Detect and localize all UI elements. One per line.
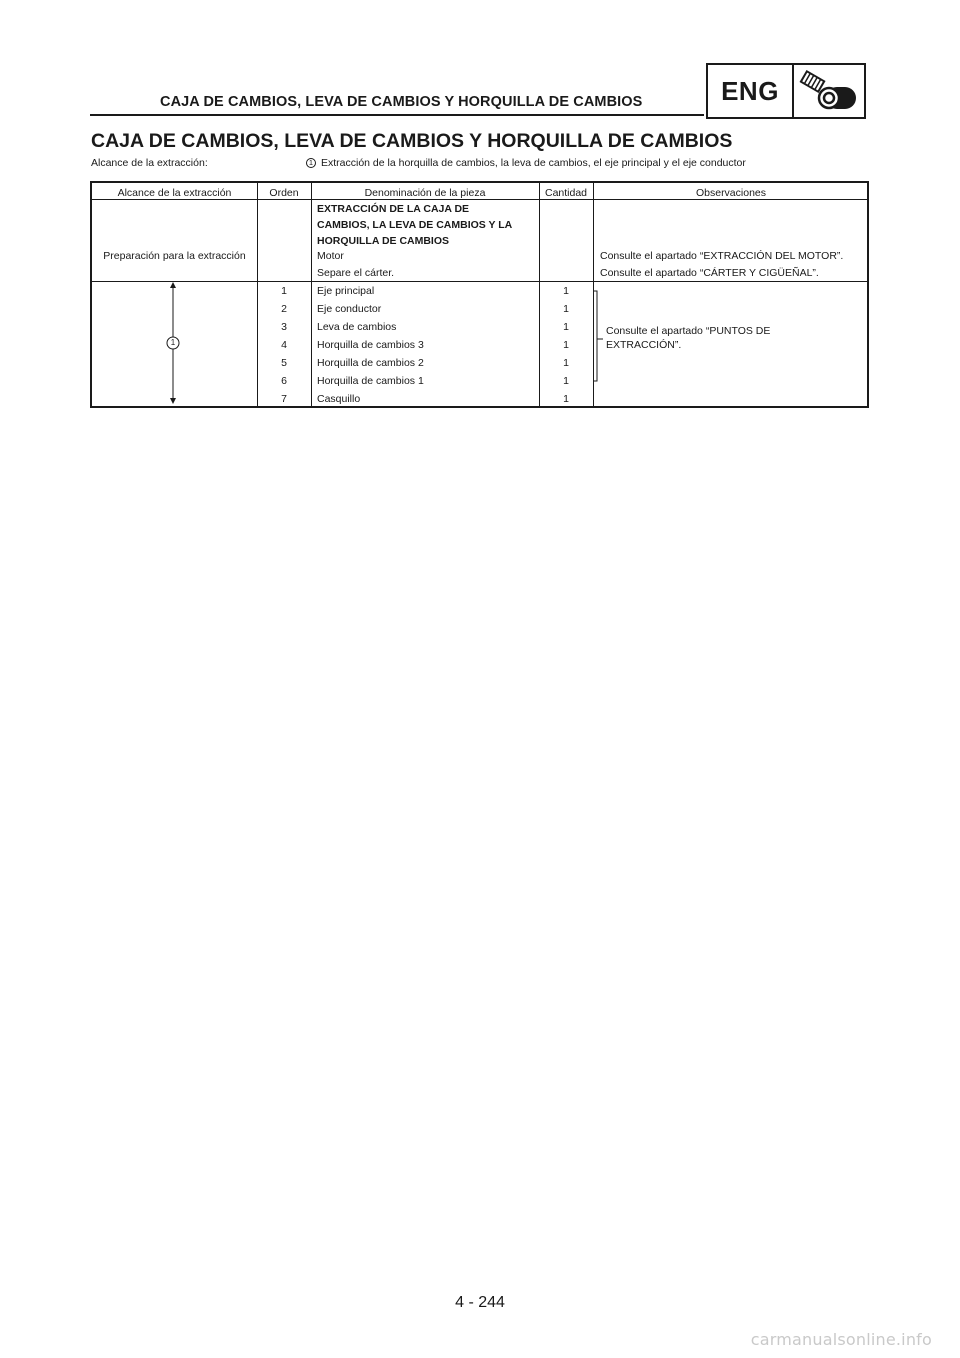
part-name: Horquilla de cambios 2 bbox=[317, 357, 424, 369]
header-quantity: Cantidad bbox=[544, 187, 588, 199]
prep-heading-line-1: EXTRACCIÓN DE LA CAJA DE bbox=[317, 203, 470, 215]
quantity: 1 bbox=[563, 303, 569, 315]
page-title: CAJA DE CAMBIOS, LEVA DE CAMBIOS Y HORQUILLA DE CAMBIOS bbox=[91, 130, 733, 152]
group-note-line-1: Consulte el apartado “PUNTOS DE bbox=[606, 325, 771, 337]
group-bracket bbox=[593, 281, 607, 391]
header-order: Orden bbox=[269, 187, 299, 199]
scope-label: Alcance de la extracción: bbox=[91, 157, 208, 169]
prep-heading-line-2: CAMBIOS, LA LEVA DE CAMBIOS Y LA bbox=[317, 219, 513, 231]
prep-note-crankcase: Consulte el apartado “CÁRTER Y CIGÜEÑAL”. bbox=[600, 267, 819, 279]
scope-description-text: Extracción de la horquilla de cambios, la leva de cambios, el eje principal y el eje conductor bbox=[321, 157, 746, 169]
page-number: 4 - 244 bbox=[455, 1294, 505, 1311]
quantity: 1 bbox=[563, 321, 569, 333]
header-notes: Observaciones bbox=[695, 187, 767, 199]
prep-part-motor: Motor bbox=[317, 250, 344, 262]
running-header-title: CAJA DE CAMBIOS, LEVA DE CAMBIOS Y HORQUILLA DE CAMBIOS bbox=[160, 94, 643, 110]
order-number: 6 bbox=[281, 375, 287, 387]
prep-note-motor: Consulte el apartado “EXTRACCIÓN DEL MOTOR”. bbox=[600, 250, 844, 262]
prep-heading-line-3: HORQUILLA DE CAMBIOS bbox=[317, 235, 450, 247]
quantity: 1 bbox=[563, 339, 569, 351]
part-name: Casquillo bbox=[317, 393, 361, 405]
order-number: 3 bbox=[281, 321, 287, 333]
quantity: 1 bbox=[563, 375, 569, 387]
order-number: 4 bbox=[281, 339, 287, 351]
order-number: 1 bbox=[281, 285, 287, 297]
watermark: carmanualsonline.info bbox=[750, 1330, 932, 1349]
part-name: Eje conductor bbox=[317, 303, 382, 315]
range-marker: 1 bbox=[170, 338, 176, 347]
engine-icon bbox=[794, 65, 864, 117]
prep-part-crankcase: Separe el cárter. bbox=[317, 267, 395, 279]
order-number: 2 bbox=[281, 303, 287, 315]
part-name: Eje principal bbox=[317, 285, 375, 297]
prep-scope-label: Preparación para la extracción bbox=[103, 250, 246, 262]
quantity: 1 bbox=[563, 285, 569, 297]
header-scope: Alcance de la extracción bbox=[117, 187, 232, 199]
quantity: 1 bbox=[563, 357, 569, 369]
header-rule bbox=[90, 114, 704, 116]
part-name: Horquilla de cambios 1 bbox=[317, 375, 424, 387]
removal-table bbox=[90, 181, 869, 408]
header-part-name: Denominación de la pieza bbox=[364, 187, 486, 199]
quantity: 1 bbox=[563, 393, 569, 405]
scope-marker: 1 bbox=[306, 158, 316, 168]
scope-description bbox=[306, 157, 746, 169]
part-name: Horquilla de cambios 3 bbox=[317, 339, 424, 351]
order-number: 5 bbox=[281, 357, 287, 369]
group-note-line-2: EXTRACCIÓN”. bbox=[606, 339, 682, 351]
part-name: Leva de cambios bbox=[317, 321, 397, 333]
section-badge-label: ENG bbox=[708, 65, 794, 117]
order-number: 7 bbox=[281, 393, 287, 405]
section-badge bbox=[706, 63, 866, 119]
